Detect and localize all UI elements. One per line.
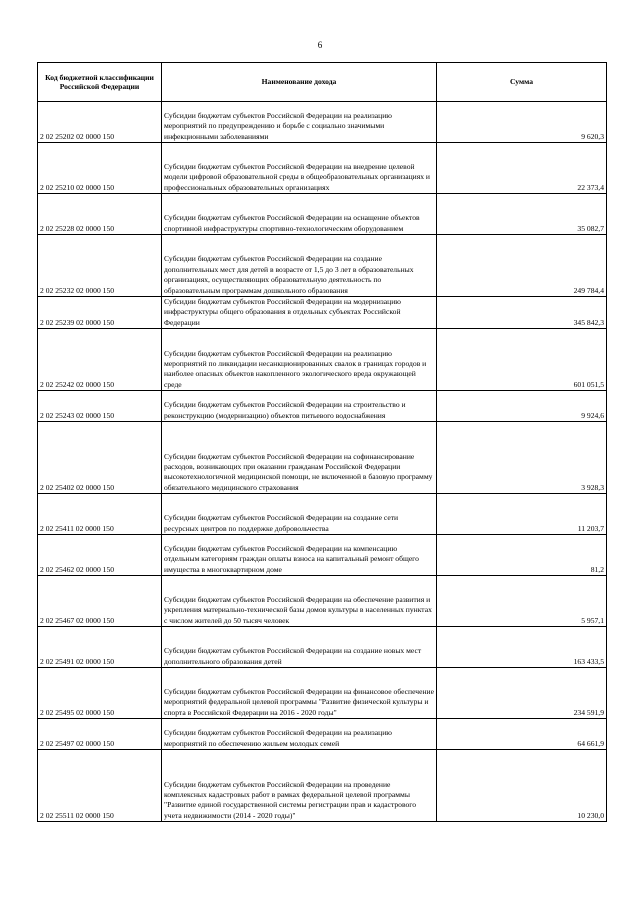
- header-sum: Сумма: [437, 63, 607, 102]
- code-cell: 2 02 25495 02 0000 150: [38, 668, 162, 719]
- name-cell: Субсидии бюджетам субъектов Российской Федерации на оснащение объектов спортивной инфраструктуры спортивно-технологическим оборудованием: [162, 194, 437, 235]
- sum-cell: 3 928,3: [437, 422, 607, 494]
- code-cell: 2 02 25210 02 0000 150: [38, 143, 162, 194]
- sum-cell: 601 051,5: [437, 329, 607, 391]
- table-row: [38, 668, 607, 719]
- code-cell: 2 02 25232 02 0000 150: [38, 235, 162, 297]
- table-row: [38, 422, 607, 494]
- name-cell: Субсидии бюджетам субъектов Российской Федерации на обеспечение развития и укрепления материально-технической базы домов культуры в населенных пунктах с числом жителей до 50 тысяч человек: [162, 576, 437, 627]
- table-row: [38, 494, 607, 535]
- code-cell: 2 02 25239 02 0000 150: [38, 297, 162, 329]
- name-cell: Субсидии бюджетам субъектов Российской Федерации на софинансирование расходов, возникающих при оказании гражданам Российской Федерации высокотехнологичной медицинской помощи, не включенной в базовую программу обязательного медицинского страхования: [162, 422, 437, 494]
- table-row: [38, 576, 607, 627]
- header-code: Код бюджетной классификации Российской Федерации: [38, 63, 162, 102]
- sum-cell: 81,2: [437, 535, 607, 576]
- table-row: [38, 750, 607, 822]
- name-cell: Субсидии бюджетам субъектов Российской Федерации на проведение комплексных кадастровых работ в рамках федеральной целевой программы "Развитие единой государственной системы регистрации прав и кадастрового учета недвижимости (2014 - 2020 годы)": [162, 750, 437, 822]
- code-cell: 2 02 25243 02 0000 150: [38, 391, 162, 422]
- name-cell: Субсидии бюджетам субъектов Российской Федерации на компенсацию отдельным категориям граждан оплаты взноса на капитальный ремонт общего имущества в многоквартирном доме: [162, 535, 437, 576]
- sum-cell: 249 784,4: [437, 235, 607, 297]
- code-cell: 2 02 25202 02 0000 150: [38, 102, 162, 143]
- sum-cell: 234 591,9: [437, 668, 607, 719]
- sum-cell: 10 230,0: [437, 750, 607, 822]
- name-cell: Субсидии бюджетам субъектов Российской Федерации на создание дополнительных мест для детей в возрасте от 1,5 до 3 лет в образовательных организациях, осуществляющих образовательную деятельность по образовательным программам дошкольного образования: [162, 235, 437, 297]
- table-row: [38, 329, 607, 391]
- table-body: [38, 102, 607, 822]
- code-cell: 2 02 25467 02 0000 150: [38, 576, 162, 627]
- table-row: [38, 235, 607, 297]
- sum-cell: 22 373,4: [437, 143, 607, 194]
- table-row: [38, 102, 607, 143]
- sum-cell: 5 957,1: [437, 576, 607, 627]
- sum-cell: 35 082,7: [437, 194, 607, 235]
- name-cell: Субсидии бюджетам субъектов Российской Федерации на модернизацию инфраструктуры общего образования в отдельных субъектах Российской Федерации: [162, 297, 437, 329]
- table-header-row: [38, 63, 607, 102]
- name-cell: Субсидии бюджетам субъектов Российской Федерации на реализацию мероприятий по предупреждению и борьбе с социально значимыми инфекционными заболеваниями: [162, 102, 437, 143]
- sum-cell: 64 661,9: [437, 719, 607, 750]
- table-row: [38, 143, 607, 194]
- name-cell: Субсидии бюджетам субъектов Российской Федерации на создание сети ресурсных центров по поддержке добровольчества: [162, 494, 437, 535]
- sum-cell: 163 433,5: [437, 627, 607, 668]
- code-cell: 2 02 25402 02 0000 150: [38, 422, 162, 494]
- table-row: [38, 297, 607, 329]
- table-row: [38, 535, 607, 576]
- name-cell: Субсидии бюджетам субъектов Российской Федерации на внедрение целевой модели цифровой образовательной среды в общеобразовательных организациях и профессиональных образовательных организациях: [162, 143, 437, 194]
- code-cell: 2 02 25228 02 0000 150: [38, 194, 162, 235]
- table-row: [38, 627, 607, 668]
- header-name: Наименование дохода: [162, 63, 437, 102]
- table-row: [38, 194, 607, 235]
- name-cell: Субсидии бюджетам субъектов Российской Федерации на реализацию мероприятий по обеспечению жильем молодых семей: [162, 719, 437, 750]
- name-cell: Субсидии бюджетам субъектов Российской Федерации на строительство и реконструкцию (модернизацию) объектов питьевого водоснабжения: [162, 391, 437, 422]
- code-cell: 2 02 25411 02 0000 150: [38, 494, 162, 535]
- code-cell: 2 02 25491 02 0000 150: [38, 627, 162, 668]
- name-cell: Субсидии бюджетам субъектов Российской Федерации на финансовое обеспечение мероприятий федеральной целевой программы "Развитие физической культуры и спорта в Российской Федерации на 2016 - 2020 годы": [162, 668, 437, 719]
- code-cell: 2 02 25497 02 0000 150: [38, 719, 162, 750]
- revenue-table: [37, 62, 607, 822]
- table-row: [38, 391, 607, 422]
- code-cell: 2 02 25462 02 0000 150: [38, 535, 162, 576]
- name-cell: Субсидии бюджетам субъектов Российской Федерации на создание новых мест дополнительного образования детей: [162, 627, 437, 668]
- sum-cell: 11 203,7: [437, 494, 607, 535]
- sum-cell: 345 842,3: [437, 297, 607, 329]
- name-cell: Субсидии бюджетам субъектов Российской Федерации на реализацию мероприятий по ликвидации несанкционированных свалок в границах городов и наиболее опасных объектов накопленного экологического вреда окружающей среде: [162, 329, 437, 391]
- code-cell: 2 02 25511 02 0000 150: [38, 750, 162, 822]
- code-cell: 2 02 25242 02 0000 150: [38, 329, 162, 391]
- table-row: [38, 719, 607, 750]
- sum-cell: 9 620,3: [437, 102, 607, 143]
- sum-cell: 9 924,6: [437, 391, 607, 422]
- page-number: 6: [317, 40, 323, 50]
